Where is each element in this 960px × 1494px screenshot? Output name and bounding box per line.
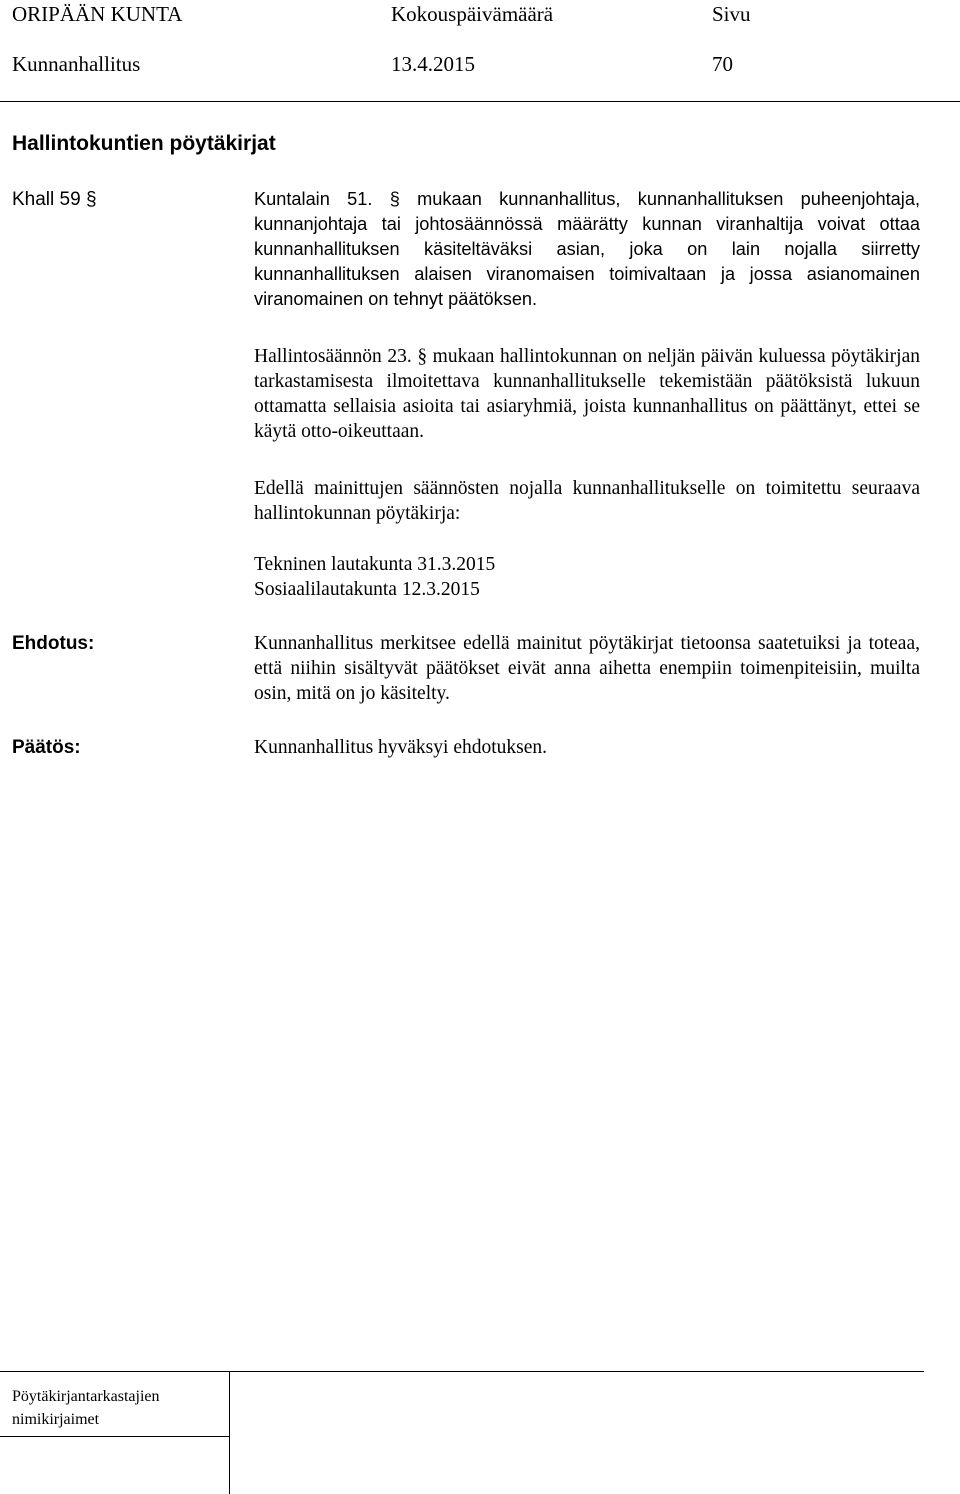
header-rule: [0, 101, 960, 102]
body-name: Kunnanhallitus: [12, 52, 141, 76]
decision-label: Päätös:: [12, 737, 81, 758]
decision-text: Kunnanhallitus hyväksyi ehdotuksen.: [254, 737, 548, 758]
section-reference: Khall 59 §: [12, 189, 97, 210]
page-label: Sivu: [712, 2, 751, 26]
footer-rule: [0, 1371, 924, 1372]
minutes-item-social-board: Sosiaalilautakunta 12.3.2015: [254, 579, 480, 600]
signatures-label: Pöytäkirjantarkastajien nimikirjaimet: [12, 1388, 160, 1428]
page-title: Hallintokuntien pöytäkirjat: [12, 132, 276, 155]
footer-signature-rule: [0, 1436, 229, 1437]
paragraph-municipal-act: Kuntalain 51. § mukaan kunnanhallitus, kunnanhallituksen puheenjohtaja, kunnanjohtaja tai johtosäännössä määrätty kunnan viranhaltija voivat ottaa kunnanhallituksen käsiteltäväksi asian, joka on lain nojalla siirretty kunnanhallituksen alaisen viranomaisen toimivaltaan ja jossa asianomainen viranomainen on tehnyt päätöksen.: [254, 189, 920, 309]
proposal-text: Kunnanhallitus merkitsee edellä mainitut pöytäkirjat tietoonsa saatetuiksi ja toteaa, että niihin sisältyvät päätökset eivät anna aihetta enempiin toimenpiteisiin, muilta osin, mitä on jo käsitelty.: [254, 633, 920, 704]
meeting-date: 13.4.2015: [391, 52, 475, 76]
paragraph-administrative-rules: Hallintosäännön 23. § mukaan hallintokunnan on neljän päivän kuluessa pöytäkirjan tarkastamisesta ilmoitettava kunnanhallitukselle tekemistään päätöksistä lukuun ottamatta sellaisia asioita tai asiaryhmiä, joista kunnanhallitus on päättänyt, ettei se käytä otto-oikeuttaan.: [254, 346, 920, 442]
proposal-label: Ehdotus:: [12, 633, 95, 654]
footer-divider: [229, 1371, 230, 1494]
minutes-item-technical-board: Tekninen lautakunta 31.3.2015: [254, 554, 496, 575]
paragraph-minutes-delivered: Edellä mainittujen säännösten nojalla kunnanhallitukselle on toimitettu seuraava hallintokunnan pöytäkirja:: [254, 478, 920, 524]
municipality-name: ORIPÄÄN KUNTA: [12, 2, 183, 26]
date-label: Kokouspäivämäärä: [391, 2, 554, 26]
page-number: 70: [712, 52, 733, 76]
